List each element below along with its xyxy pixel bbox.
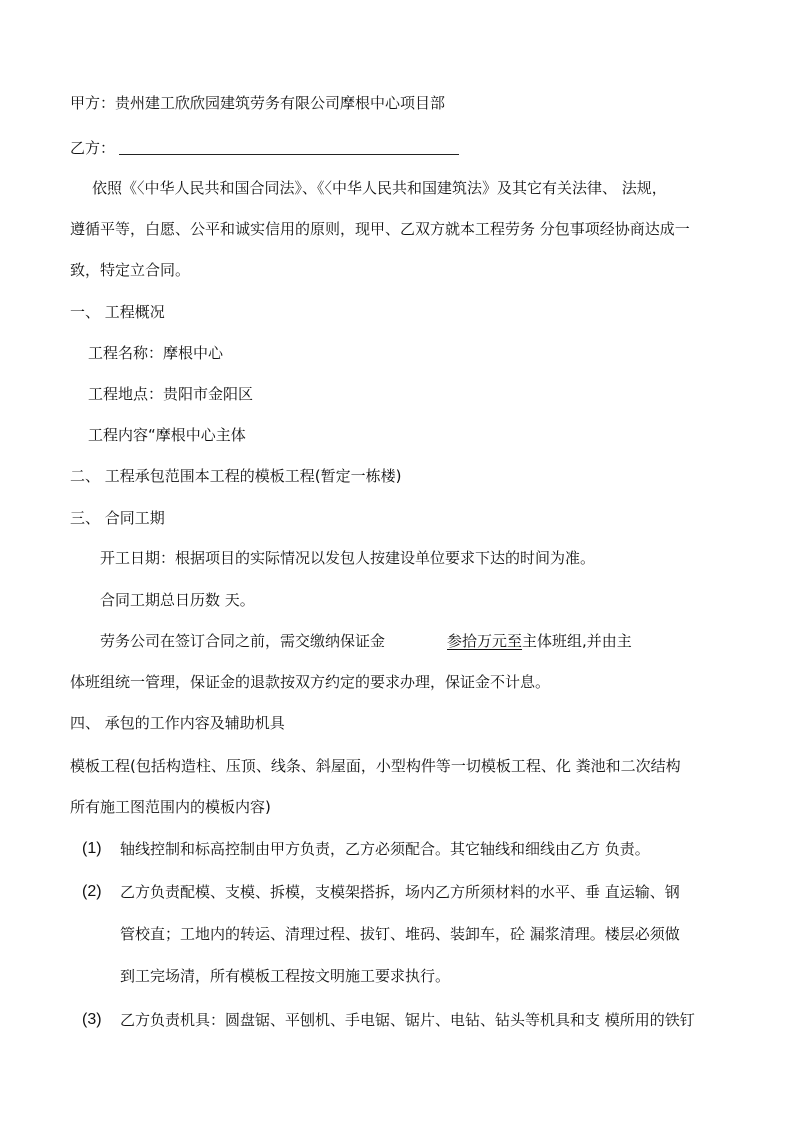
- party-b-blank[interactable]: [119, 139, 459, 155]
- intro-line-1: 依照《〈中华人民共和国合同法》、《〈中华人民共和国建筑法》及其它有关法律、 法规，: [92, 179, 667, 197]
- deposit-line: [100, 631, 632, 651]
- section4-heading: 四、 承包的工作内容及辅助机具: [70, 714, 285, 732]
- intro-line-3: 致，特定立合同。: [70, 261, 191, 279]
- deposit-pre: 劳务公司在签订合同之前，需交缴纳保证金: [100, 632, 386, 650]
- deposit-amount: 参拾万元至: [447, 632, 523, 650]
- contract-duration: 合同工期总日历数 天。: [100, 591, 255, 609]
- intro-line-2: 遵循平等，白愿、公平和诚实信用的原则，现甲、乙双方就本工程劳务 分包事项经协商达成一: [70, 220, 690, 238]
- item-3-number: (3): [82, 1011, 102, 1028]
- section3-heading: 三、 合同工期: [70, 509, 165, 527]
- item-2-line-2: 管校直；工地内的转运、清理过程、拔钉、堆码、装卸车，砼 漏浆清理。楼层必须做: [120, 925, 680, 943]
- section1-heading: 一、 工程概况: [70, 303, 165, 321]
- scope-desc-2: 所有施工图范围内的模板内容): [70, 798, 271, 816]
- party-b: [70, 138, 459, 158]
- start-date: 开工日期：根据项目的实际情况以发包人按建设单位要求下达的时间为准。: [100, 549, 596, 567]
- item-3-line-1: 乙方负责机具：圆盘锯、平刨机、手电锯、锯片、电钻、钻头等机具和支 模所用的铁钉: [120, 1011, 695, 1029]
- deposit-cont: 体班组统一管理，保证金的退款按双方约定的要求办理，保证金不计息。: [70, 673, 551, 691]
- scope-desc-1: 模板工程(包括构造柱、压顶、线条、斜屋面，小型构件等一切模板工程、化 粪池和二次结构: [70, 757, 681, 775]
- item-2-line-1: 乙方负责配模、支模、拆模，支模架搭拆，场内乙方所须材料的水平、垂 直运输、钢: [120, 883, 680, 901]
- party-b-label: 乙方：: [70, 139, 116, 157]
- item-1-number: (1): [82, 840, 102, 857]
- project-location: 工程地点：贵阳市金阳区: [88, 385, 254, 403]
- item-1-line-1: 轴线控制和标高控制由甲方负责，乙方必须配合。其它轴线和细线由乙方 负责。: [120, 840, 650, 858]
- item-2-number: (2): [82, 883, 102, 900]
- project-name: 工程名称：摩根中心: [88, 344, 224, 362]
- deposit-post: 主体班组,并由主: [522, 632, 632, 650]
- section2-heading: 二、 工程承包范围本工程的模板工程(暂定一栋楼): [70, 467, 402, 485]
- party-a: 甲方：贵州建工欣欣园建筑劳务有限公司摩根中心项目部: [70, 94, 446, 112]
- item-2-line-3: 到工完场清，所有模板工程按文明施工要求执行。: [120, 967, 451, 985]
- project-content: 工程内容“摩根中心主体: [88, 426, 246, 444]
